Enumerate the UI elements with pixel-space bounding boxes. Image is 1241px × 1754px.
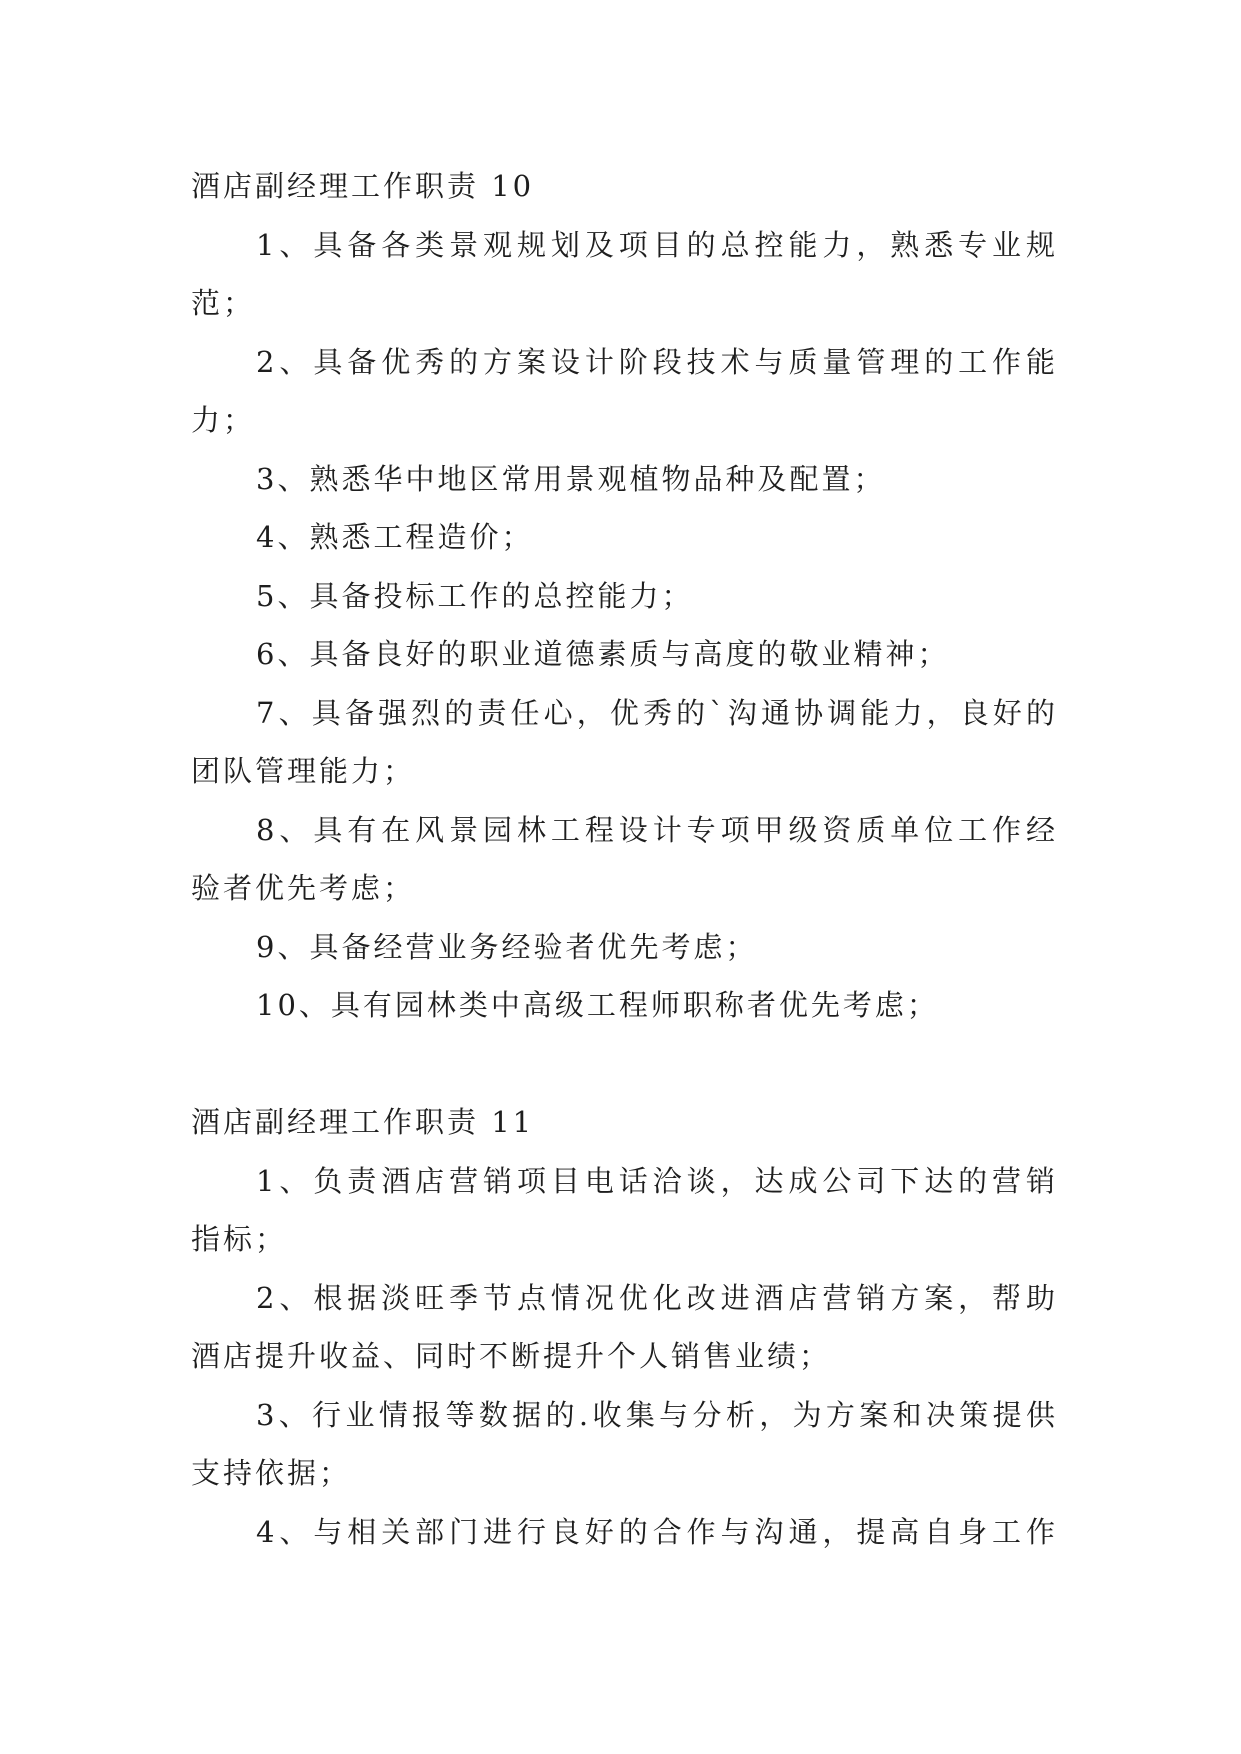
text-line: 1、具备各类景观规划及项目的总控能力，熟悉专业规 <box>256 227 1058 262</box>
list-item <box>191 684 1058 801</box>
list-item <box>191 1152 1058 1269</box>
text-line: 力； <box>191 403 256 437</box>
list-item <box>191 801 1058 918</box>
text-line: 1、负责酒店营销项目电话洽谈，达成公司下达的营销 <box>256 1163 1058 1198</box>
section <box>191 157 1058 1035</box>
list-item <box>191 450 1058 509</box>
section-title: 酒店副经理工作职责 11 <box>191 1105 535 1139</box>
list-item <box>191 1269 1058 1386</box>
section <box>191 1093 1058 1561</box>
text-line: 3、行业情报等数据的.收集与分析，为方案和决策提供 <box>256 1397 1058 1432</box>
list-item <box>191 333 1058 450</box>
text-line: 4、熟悉工程造价； <box>256 520 534 554</box>
list-item <box>191 1503 1058 1562</box>
text-line: 9、具备经营业务经验者优先考虑； <box>256 929 758 964</box>
text-line: 10、具有园林类中高级工程师职称者优先考虑； <box>256 988 939 1022</box>
section-title: 酒店副经理工作职责 10 <box>191 169 535 203</box>
text-line: 团队管理能力； <box>191 754 416 788</box>
text-line: 8、具有在风景园林工程设计专项甲级资质单位工作经 <box>256 812 1058 847</box>
text-line: 5、具备投标工作的总控能力； <box>256 578 694 613</box>
text-line: 范； <box>191 286 256 320</box>
text-line: 支持依据； <box>191 1456 352 1490</box>
list-item <box>191 1386 1058 1503</box>
list-item <box>191 976 1058 1035</box>
text-line: 验者优先考虑； <box>191 871 416 905</box>
text-line: 2、根据淡旺季节点情况优化改进酒店营销方案，帮助 <box>256 1280 1058 1315</box>
text-line: 4、与相关部门进行良好的合作与沟通，提高自身工作 <box>256 1514 1058 1549</box>
text-line: 酒店提升收益、同时不断提升个人销售业绩； <box>191 1339 832 1373</box>
list-item <box>191 918 1058 977</box>
text-line: 3、熟悉华中地区常用景观植物品种及配置； <box>256 461 886 496</box>
list-item <box>191 508 1058 567</box>
list-item <box>191 216 1058 333</box>
document-page <box>191 157 1058 1561</box>
text-line: 7、具备强烈的责任心，优秀的`沟通协调能力，良好的 <box>256 695 1058 730</box>
text-line: 6、具备良好的职业道德素质与高度的敬业精神； <box>256 637 950 671</box>
text-line: 指标； <box>191 1222 288 1256</box>
list-item <box>191 567 1058 626</box>
list-item <box>191 625 1058 684</box>
text-line: 2、具备优秀的方案设计阶段技术与质量管理的工作能 <box>256 344 1058 379</box>
